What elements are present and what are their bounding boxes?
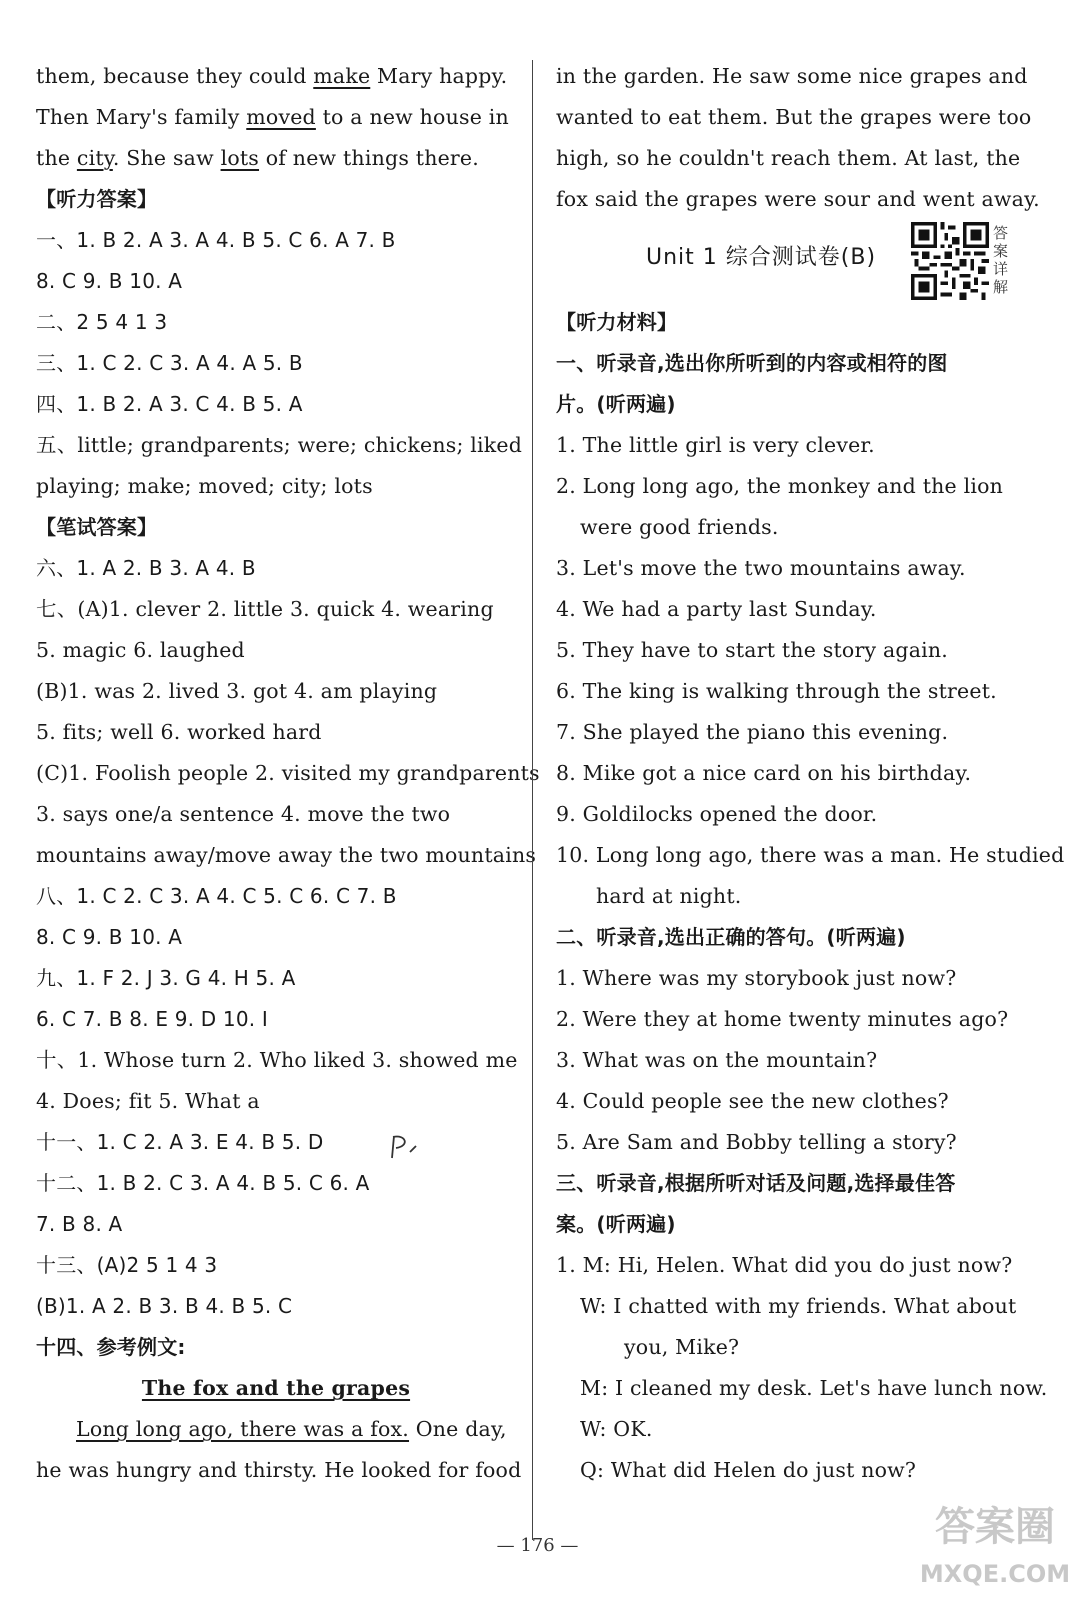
text-segment: 7. B 8. A <box>36 1212 123 1236</box>
text-segment: 【听力材料】 <box>556 310 678 334</box>
text-segment: 2. Were they at home twenty minutes ago? <box>556 1007 1009 1031</box>
unit-title: Unit 1 综合测试卷(B) <box>646 245 877 270</box>
left-line <box>36 1040 516 1081</box>
text-segment: them, because they could <box>36 64 314 88</box>
right-bottom-line <box>556 1327 1042 1368</box>
text-segment: 5. fits; well 6. worked hard <box>36 720 322 744</box>
right-bottom-line <box>556 671 1042 712</box>
text-segment: 四、1. B 2. A 3. C 4. B 5. A <box>36 392 303 416</box>
right-bottom-line <box>556 548 1042 589</box>
qr-caption: 答 案 详 解 <box>993 224 1009 296</box>
text-segment: 十二、1. B 2. C 3. A 4. B 5. C 6. A <box>36 1171 370 1195</box>
left-line <box>36 1327 516 1368</box>
text-segment: 七、(A)1. clever 2. little 3. quick 4. wearing <box>36 597 494 621</box>
text-segment: 一、1. B 2. A 3. A 4. B 5. C 6. A 7. B <box>36 228 396 252</box>
text-segment: W: OK. <box>580 1417 653 1441</box>
text-segment: 【听力答案】 <box>36 187 158 211</box>
left-column <box>36 56 540 1491</box>
text-segment: (B)1. A 2. B 3. B 4. B 5. C <box>36 1294 293 1318</box>
left-line <box>36 876 516 917</box>
text-segment: 6. C 7. B 8. E 9. D 10. I <box>36 1007 268 1031</box>
left-line <box>36 917 516 958</box>
right-bottom-line <box>556 630 1042 671</box>
text-segment: city <box>76 146 113 170</box>
text-segment: 三、听录音,根据所听对话及问题,选择最佳答 <box>556 1171 956 1195</box>
left-line <box>36 999 516 1040</box>
left-line <box>36 507 516 548</box>
text-segment: 4. Does; fit 5. What a <box>36 1089 260 1113</box>
text-segment: 六、1. A 2. B 3. A 4. B <box>36 556 256 580</box>
right-bottom-line <box>556 384 1042 425</box>
unit-heading <box>556 220 1042 302</box>
text-segment: he was hungry and thirsty. He looked for food <box>36 1458 522 1482</box>
text-segment: 5. magic 6. laughed <box>36 638 245 662</box>
right-bottom-line <box>556 1163 1042 1204</box>
text-segment: 10. Long long ago, there was a man. He studied <box>556 843 1065 867</box>
text-segment: 2. Long long ago, the monkey and the lion <box>556 474 1004 498</box>
text-segment: One day, <box>409 1417 507 1441</box>
right-bottom-line <box>556 425 1042 466</box>
left-line <box>36 179 516 220</box>
text-segment: in the garden. He saw some nice grapes and <box>556 64 1028 88</box>
left-line <box>36 835 537 876</box>
text-segment: Then Mary's family <box>36 105 247 129</box>
right-bottom-line <box>556 343 1042 384</box>
listening-material <box>556 302 1065 1491</box>
left-line <box>36 1081 516 1122</box>
text-segment: fox said the grapes were sour and went away. <box>556 187 1040 211</box>
text-segment: of new things there. <box>259 146 479 170</box>
left-line <box>36 1163 516 1204</box>
text-segment: 案。(听两遍) <box>556 1212 676 1236</box>
handwritten-mark-icon <box>380 1132 420 1162</box>
right-bottom-line <box>556 507 1042 548</box>
text-segment: . She saw <box>112 146 221 170</box>
text-segment: 3. What was on the mountain? <box>556 1048 878 1072</box>
text-segment: 1. M: Hi, Helen. What did you do just now? <box>556 1253 1013 1277</box>
text-segment: 4. We had a party last Sunday. <box>556 597 877 621</box>
text-segment: 十三、(A)2 5 1 4 3 <box>36 1253 218 1277</box>
text-segment: 8. Mike got a nice card on his birthday. <box>556 761 972 785</box>
right-bottom-line <box>556 1122 1042 1163</box>
left-line <box>36 671 516 712</box>
text-segment: 八、1. C 2. C 3. A 4. C 5. C 6. C 7. B <box>36 884 397 908</box>
right-bottom-line <box>556 1286 1042 1327</box>
watermark-line1: 答案圈 <box>935 1504 1055 1550</box>
text-segment: W: I chatted with my friends. What about <box>580 1294 1017 1318</box>
left-line <box>36 1368 516 1409</box>
text-segment: mountains away/move away the two mountains <box>36 843 537 867</box>
right-bottom-line <box>556 1450 1042 1491</box>
right-bottom-line <box>556 794 1042 835</box>
text-segment: The fox and the grapes <box>141 1376 411 1400</box>
text-segment: 8. C 9. B 10. A <box>36 269 183 293</box>
left-line <box>36 384 516 425</box>
right-top-line <box>556 138 1042 179</box>
right-bottom-line <box>556 712 1042 753</box>
right-bottom-line <box>556 876 1042 917</box>
text-segment: 【笔试答案】 <box>36 515 158 539</box>
column-divider <box>532 60 533 1540</box>
text-segment: 九、1. F 2. J 3. G 4. H 5. A <box>36 966 296 990</box>
text-segment: M: I cleaned my desk. Let's have lunch now. <box>580 1376 1048 1400</box>
text-segment: 十一、1. C 2. A 3. E 4. B 5. D <box>36 1130 324 1154</box>
left-line <box>36 958 516 999</box>
left-line <box>36 261 516 302</box>
text-segment: Q: What did Helen do just now? <box>580 1458 917 1482</box>
left-line <box>36 425 523 466</box>
right-bottom-line <box>556 999 1042 1040</box>
text-segment: Mary happy. <box>370 64 508 88</box>
text-segment: Long long ago, there was a fox. <box>76 1417 410 1441</box>
text-segment: 二、2 5 4 1 3 <box>36 310 168 334</box>
text-segment: lots <box>220 146 260 170</box>
right-top-line <box>556 56 1042 97</box>
left-line <box>36 1450 522 1491</box>
text-segment: moved <box>246 105 316 129</box>
right-column <box>556 56 1065 1491</box>
text-segment: 十四、参考例文: <box>36 1335 186 1359</box>
left-line <box>36 302 516 343</box>
text-segment: hard at night. <box>596 884 742 908</box>
right-bottom-line <box>556 835 1065 876</box>
right-bottom-line <box>556 1368 1048 1409</box>
left-line <box>36 1245 516 1286</box>
text-segment: 5. They have to start the story again. <box>556 638 948 662</box>
text-segment: 3. says one/a sentence 4. move the two <box>36 802 451 826</box>
text-segment: 5. Are Sam and Bobby telling a story? <box>556 1130 957 1154</box>
story-continuation <box>556 56 1042 220</box>
right-bottom-line <box>556 466 1042 507</box>
left-line <box>36 712 516 753</box>
text-segment: 1. Where was my storybook just now? <box>556 966 957 990</box>
text-segment: were good friends. <box>580 515 779 539</box>
text-segment: you, Mike? <box>624 1335 740 1359</box>
text-segment: 4. Could people see the new clothes? <box>556 1089 949 1113</box>
text-segment: the <box>36 146 77 170</box>
left-line <box>36 794 516 835</box>
left-line <box>36 1409 516 1450</box>
left-line <box>36 548 516 589</box>
right-bottom-line <box>556 1204 1042 1245</box>
text-segment: 三、1. C 2. C 3. A 4. A 5. B <box>36 351 303 375</box>
left-line <box>36 753 540 794</box>
right-bottom-line <box>556 302 1042 343</box>
text-segment: 3. Let's move the two mountains away. <box>556 556 966 580</box>
left-line <box>36 97 516 138</box>
watermark-line2: MXQE.COM <box>920 1560 1070 1588</box>
qr-code-icon[interactable] <box>911 222 989 300</box>
text-segment: 片。(听两遍) <box>556 392 676 416</box>
left-line <box>36 1122 516 1163</box>
text-segment: 一、听录音,选出你所听到的内容或相符的图 <box>556 351 948 375</box>
right-top-line <box>556 179 1042 220</box>
right-bottom-line <box>556 1409 1042 1450</box>
right-bottom-line <box>556 1081 1042 1122</box>
text-segment: 8. C 9. B 10. A <box>36 925 183 949</box>
text-segment: (C)1. Foolish people 2. visited my grandparents <box>36 761 540 785</box>
right-top-line <box>556 97 1042 138</box>
text-segment: 9. Goldilocks opened the door. <box>556 802 878 826</box>
left-line <box>36 56 516 97</box>
right-bottom-line <box>556 1245 1042 1286</box>
left-line <box>36 466 516 507</box>
left-line <box>36 138 516 179</box>
right-bottom-line <box>556 917 1042 958</box>
text-segment: 五、little; grandparents; were; chickens; liked <box>36 433 523 457</box>
right-bottom-line <box>556 958 1042 999</box>
right-bottom-line <box>556 1040 1042 1081</box>
left-line <box>36 1204 516 1245</box>
left-line <box>36 1286 516 1327</box>
text-segment: make <box>313 64 371 88</box>
watermark-logo <box>920 1490 1070 1595</box>
left-line <box>36 630 516 671</box>
text-segment: high, so he couldn't reach them. At last, the <box>556 146 1021 170</box>
right-bottom-line <box>556 589 1042 630</box>
text-segment: playing; make; moved; city; lots <box>36 474 373 498</box>
text-segment: 7. She played the piano this evening. <box>556 720 949 744</box>
left-line <box>36 589 516 630</box>
page-number: — 176 — <box>496 1535 579 1556</box>
text-segment: 二、听录音,选出正确的答句。(听两遍) <box>556 925 906 949</box>
text-segment: wanted to eat them. But the grapes were too <box>556 105 1032 129</box>
text-segment: to a new house in <box>315 105 509 129</box>
left-line <box>36 343 516 384</box>
left-line <box>36 220 516 261</box>
text-segment: (B)1. was 2. lived 3. got 4. am playing <box>36 679 438 703</box>
text-segment: 十、1. Whose turn 2. Who liked 3. showed me <box>36 1048 518 1072</box>
right-bottom-line <box>556 753 1042 794</box>
text-segment: 6. The king is walking through the street. <box>556 679 997 703</box>
text-segment: 1. The little girl is very clever. <box>556 433 875 457</box>
